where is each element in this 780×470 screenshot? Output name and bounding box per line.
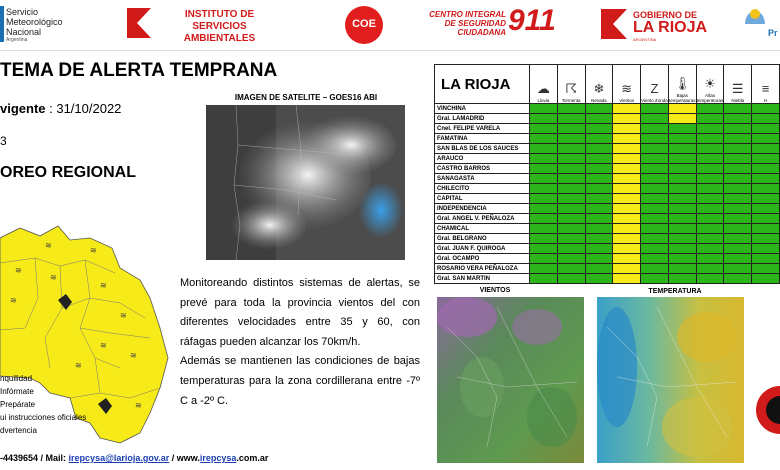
alert-cell-green xyxy=(530,104,558,114)
legend-item: nquilidad xyxy=(0,374,33,383)
col-zonda xyxy=(641,65,669,104)
footer-mail-link[interactable]: irepcysa@larioja.gov.ar xyxy=(68,453,170,463)
alert-cell-green xyxy=(585,224,613,234)
alert-cell-green xyxy=(641,134,669,144)
alert-table-body xyxy=(435,104,780,284)
alert-cell-yellow xyxy=(613,164,641,174)
vigente-date: : 31/10/2022 xyxy=(45,101,122,116)
table-row xyxy=(435,114,780,124)
gobierno-small: GOBIERNO DE xyxy=(633,10,698,20)
zonda-icon: Z xyxy=(650,81,659,96)
alert-cell-yellow xyxy=(613,204,641,214)
alert-cell-yellow xyxy=(613,214,641,224)
legend-item: dvertencia xyxy=(0,426,37,435)
alert-cell-green xyxy=(641,214,669,224)
col-niebla xyxy=(724,65,752,104)
gobierno-tiny: ARGENTINA xyxy=(633,37,657,42)
alert-cell-green xyxy=(641,204,669,214)
alert-cell-green xyxy=(668,184,696,194)
alert-cell-green xyxy=(585,184,613,194)
alert-cell-green xyxy=(641,264,669,274)
alert-cell-green xyxy=(530,254,558,264)
table-row xyxy=(435,154,780,164)
alert-cell-green xyxy=(668,204,696,214)
alert-cell-green xyxy=(696,204,724,214)
alert-cell-green xyxy=(696,184,724,194)
col-tormenta xyxy=(557,65,585,104)
col-label: Tormenta xyxy=(561,98,581,103)
alert-cell-green xyxy=(696,104,724,114)
alert-cell-green xyxy=(530,144,558,154)
alert-cell-green xyxy=(585,274,613,284)
alert-cell-yellow xyxy=(613,174,641,184)
alert-cell-green xyxy=(585,164,613,174)
alert-cell-green xyxy=(724,204,752,214)
thermometer-high-icon: ☀ xyxy=(704,76,716,91)
alert-cell-green xyxy=(696,124,724,134)
page-title: TEMA DE ALERTA TEMPRANA xyxy=(0,60,278,81)
alert-cell-green xyxy=(668,234,696,244)
alert-cell-green xyxy=(752,194,780,204)
table-row xyxy=(435,274,780,284)
table-row xyxy=(435,164,780,174)
alert-cell-green xyxy=(668,254,696,264)
alert-cell-green xyxy=(696,254,724,264)
alert-cell-green xyxy=(557,184,585,194)
alert-cell-green xyxy=(585,144,613,154)
alert-cell-green xyxy=(557,154,585,164)
alert-cell-green xyxy=(530,134,558,144)
storm-cloud-icon: ☈ xyxy=(565,81,577,96)
alert-cell-green xyxy=(557,234,585,244)
vigente-label: vigente xyxy=(0,101,46,116)
alert-cell-green xyxy=(641,114,669,124)
cisc-911-number: 911 xyxy=(508,4,556,37)
alert-cell-yellow xyxy=(613,134,641,144)
cisc-line: DE SEGURIDAD xyxy=(444,19,506,28)
alert-cell-green xyxy=(696,264,724,274)
alert-cell-green xyxy=(696,174,724,184)
alert-cell-green xyxy=(724,254,752,264)
col-vientos xyxy=(613,65,641,104)
alert-cell-green xyxy=(557,274,585,284)
alert-cell-green xyxy=(752,244,780,254)
alert-cell-green xyxy=(752,204,780,214)
col-label: Bajas temperaturas xyxy=(668,93,696,103)
alert-cell-green xyxy=(557,214,585,224)
alert-cell-green xyxy=(696,134,724,144)
table-row xyxy=(435,174,780,184)
alert-cell-green xyxy=(557,124,585,134)
table-row xyxy=(435,244,780,254)
alert-cell-green xyxy=(557,144,585,154)
thermometer-low-icon: 🌡 xyxy=(673,76,691,91)
row-locality-name: ROSARIO VERA PEÑALOZA xyxy=(435,264,530,274)
alert-cell-green xyxy=(585,174,613,184)
alert-cell-green xyxy=(696,274,724,284)
smn-line: Nacional xyxy=(6,27,42,37)
alert-cell-green xyxy=(530,214,558,224)
col-label: Niebla xyxy=(731,98,745,103)
rain-cloud-icon: ☁ xyxy=(536,81,550,96)
ias-wordmark xyxy=(162,9,277,45)
alert-cell-yellow xyxy=(668,104,696,114)
alert-table xyxy=(434,64,780,284)
alert-cell-green xyxy=(668,154,696,164)
table-row xyxy=(435,234,780,244)
alert-cell-green xyxy=(585,214,613,224)
gobierno-flag-icon xyxy=(601,9,627,39)
row-locality-name: Gral. ANGEL V. PEÑALOZA xyxy=(435,214,530,224)
legend-item: Infórmate xyxy=(0,387,34,396)
col-label: Viento Zonda xyxy=(641,98,668,103)
alert-cell-green xyxy=(724,114,752,124)
alert-cell-green xyxy=(585,254,613,264)
alert-cell-green xyxy=(641,144,669,154)
row-locality-name: Cnel. FELIPE VARELA xyxy=(435,124,530,134)
temperatura-map-title: TEMPERATURA xyxy=(648,288,702,295)
alert-cell-green xyxy=(696,114,724,124)
col-label: Altas temperaturas xyxy=(696,93,724,103)
alert-cell-green xyxy=(641,244,669,254)
alert-cell-yellow xyxy=(613,184,641,194)
cisc-wordmark xyxy=(420,10,506,37)
forecast-paragraph: Además se mantienen las condiciones de bajas temperaturas para la zona cordillerana entre -7º C a -2º C. xyxy=(180,355,420,407)
footer-sep: / www. xyxy=(169,453,200,463)
alert-cell-green xyxy=(696,154,724,164)
argentina-label: Pr xyxy=(768,28,778,38)
smn-line: Meteorológico xyxy=(6,17,63,27)
alert-cell-yellow xyxy=(613,114,641,124)
alert-cell-green xyxy=(668,224,696,234)
alert-cell-green xyxy=(557,204,585,214)
alert-cell-green xyxy=(557,164,585,174)
alert-cell-green xyxy=(696,234,724,244)
footer-web-link[interactable]: irepcysa xyxy=(199,453,237,463)
col-label: Lluvia xyxy=(537,98,550,103)
alert-cell-green xyxy=(641,124,669,134)
alert-cell-yellow xyxy=(613,234,641,244)
table-row xyxy=(435,214,780,224)
alert-cell-green xyxy=(724,184,752,194)
bulletin-number: 3 xyxy=(0,134,7,148)
wind-symbol: ≋ xyxy=(90,246,97,255)
wind-symbol: ≋ xyxy=(75,361,82,370)
alert-cell-green xyxy=(724,154,752,164)
alert-cell-green xyxy=(752,224,780,234)
alert-cell-green xyxy=(668,274,696,284)
alert-cell-green xyxy=(752,164,780,174)
alert-cell-green xyxy=(585,194,613,204)
cisc-line: CIUDADANA xyxy=(457,28,506,37)
alert-cell-yellow xyxy=(613,244,641,254)
alert-cell-green xyxy=(641,274,669,284)
alert-cell-green xyxy=(530,124,558,134)
table-row xyxy=(435,104,780,114)
alert-cell-green xyxy=(641,224,669,234)
alert-cell-green xyxy=(668,124,696,134)
wind-symbol: ≋ xyxy=(100,341,107,350)
wind-symbol: ≋ xyxy=(130,351,137,360)
alert-cell-green xyxy=(557,224,585,234)
alert-cell-green xyxy=(752,214,780,224)
row-locality-name: CAPITAL xyxy=(435,194,530,204)
alert-cell-green xyxy=(641,254,669,264)
table-row xyxy=(435,254,780,264)
alert-cell-green xyxy=(752,254,780,264)
alert-cell-yellow xyxy=(613,104,641,114)
alert-cell-green xyxy=(530,204,558,214)
wind-symbol: ≋ xyxy=(100,281,107,290)
alert-cell-green xyxy=(724,234,752,244)
col-label: Nevada xyxy=(591,98,607,103)
alert-cell-green xyxy=(641,154,669,164)
alert-cell-green xyxy=(585,114,613,124)
alert-cell-yellow xyxy=(613,144,641,154)
fog-icon: ☰ xyxy=(731,81,744,96)
alert-cell-green xyxy=(724,244,752,254)
row-locality-name: INDEPENDENCIA xyxy=(435,204,530,214)
alert-cell-green xyxy=(752,274,780,284)
alert-cell-green xyxy=(724,174,752,184)
alert-cell-yellow xyxy=(613,224,641,234)
wind-symbol: ≋ xyxy=(45,241,52,250)
alert-cell-green xyxy=(752,154,780,164)
alert-cell-green xyxy=(752,104,780,114)
alert-cell-green xyxy=(752,264,780,274)
coe-logo: COE xyxy=(345,6,383,44)
col-bajas-temp xyxy=(668,65,696,104)
satellite-title: IMAGEN DE SATELITE – GOES16 ABI xyxy=(234,93,378,102)
alert-cell-green xyxy=(557,174,585,184)
smn-logo xyxy=(0,6,4,42)
haze-icon: ≡ xyxy=(761,81,770,96)
row-locality-name: Gral. LAMADRID xyxy=(435,114,530,124)
alert-cell-green xyxy=(724,214,752,224)
table-row xyxy=(435,264,780,274)
row-locality-name: Gral. OCAMPO xyxy=(435,254,530,264)
footer-contact xyxy=(0,453,268,463)
alert-cell-green xyxy=(696,224,724,234)
alert-cell-green xyxy=(724,264,752,274)
alert-cell-green xyxy=(668,194,696,204)
alert-badge-icon xyxy=(755,375,780,445)
alert-cell-green xyxy=(641,164,669,174)
alert-cell-green xyxy=(696,244,724,254)
alert-cell-green xyxy=(752,114,780,124)
alert-cell-yellow xyxy=(613,264,641,274)
alert-cell-green xyxy=(668,174,696,184)
table-row xyxy=(435,194,780,204)
temperatura-map xyxy=(597,297,744,463)
alert-cell-green xyxy=(724,194,752,204)
alert-cell-green xyxy=(724,124,752,134)
col-altas-temp xyxy=(696,65,724,104)
alert-cell-green xyxy=(724,164,752,174)
alert-cell-green xyxy=(696,214,724,224)
alert-cell-green xyxy=(641,184,669,194)
alert-cell-green xyxy=(696,164,724,174)
legend-item: Prepárate xyxy=(0,400,36,409)
alert-cell-green xyxy=(530,184,558,194)
vientos-map-title: VIENTOS xyxy=(479,287,511,294)
alert-cell-green xyxy=(641,174,669,184)
alert-cell-green xyxy=(530,274,558,284)
ias-line: INSTITUTO DE SERVICIOS xyxy=(184,9,255,32)
alert-cell-green xyxy=(585,134,613,144)
alert-cell-green xyxy=(557,114,585,124)
alert-cell-yellow xyxy=(668,114,696,124)
wind-symbol: ≋ xyxy=(50,273,57,282)
alert-cell-green xyxy=(557,134,585,144)
smn-line: Argentina xyxy=(6,37,28,43)
table-row xyxy=(435,134,780,144)
alert-cell-green xyxy=(530,244,558,254)
table-row xyxy=(435,224,780,234)
forecast-text xyxy=(180,274,420,411)
row-locality-name: FAMATINA xyxy=(435,134,530,144)
alert-cell-green xyxy=(724,134,752,144)
alert-cell-green xyxy=(696,144,724,154)
col-h xyxy=(752,65,780,104)
alert-table-header xyxy=(435,65,780,104)
alert-cell-green xyxy=(641,104,669,114)
alert-cell-green xyxy=(557,104,585,114)
alert-cell-green xyxy=(585,124,613,134)
alert-legend xyxy=(0,372,120,437)
alert-cell-green xyxy=(585,104,613,114)
gobierno-big: LA RIOJA xyxy=(633,19,708,36)
col-lluvia xyxy=(530,65,558,104)
table-row xyxy=(435,184,780,194)
alert-cell-green xyxy=(696,194,724,204)
table-row xyxy=(435,144,780,154)
row-locality-name: CHILECITO xyxy=(435,184,530,194)
alert-cell-green xyxy=(557,264,585,274)
alert-cell-green xyxy=(724,144,752,154)
alert-cell-green xyxy=(585,244,613,254)
wind-symbol: ≋ xyxy=(135,401,142,410)
row-locality-name: CHAMICAL xyxy=(435,224,530,234)
snowflake-icon: ❄ xyxy=(593,81,605,96)
alert-cell-green xyxy=(752,124,780,134)
alert-cell-green xyxy=(752,234,780,244)
alert-cell-green xyxy=(530,224,558,234)
table-row xyxy=(435,124,780,134)
alert-cell-green xyxy=(530,234,558,244)
argentina-emblem-icon xyxy=(742,8,768,38)
vigente-line xyxy=(0,101,121,116)
alert-cell-green xyxy=(557,244,585,254)
footer-web-suffix: .com.ar xyxy=(236,453,269,463)
row-locality-name: CASTRO BARROS xyxy=(435,164,530,174)
alert-cell-yellow xyxy=(613,154,641,164)
alert-cell-yellow xyxy=(613,274,641,284)
row-locality-name: Gral. JUAN F. QUIROGA xyxy=(435,244,530,254)
alert-cell-green xyxy=(752,174,780,184)
alert-cell-yellow xyxy=(613,194,641,204)
row-locality-name: Gral. SAN MARTIN xyxy=(435,274,530,284)
legend-item: ui instrucciones oficiales xyxy=(0,413,87,422)
col-label: H xyxy=(763,98,768,103)
alert-cell-green xyxy=(585,264,613,274)
alert-cell-green xyxy=(752,184,780,194)
row-locality-name: SAN BLAS DE LOS SAUCES xyxy=(435,144,530,154)
row-locality-name: ARAUCO xyxy=(435,154,530,164)
alert-cell-green xyxy=(530,154,558,164)
alert-cell-green xyxy=(668,164,696,174)
table-region-label: LA RIOJA xyxy=(435,65,530,104)
alert-cell-green xyxy=(557,254,585,264)
alert-cell-green xyxy=(530,174,558,184)
alert-cell-green xyxy=(530,264,558,274)
alert-cell-green xyxy=(530,194,558,204)
wind-symbol: ≋ xyxy=(15,266,22,275)
ias-flag-icon xyxy=(127,8,151,38)
alert-cell-green xyxy=(668,244,696,254)
alert-cell-green xyxy=(557,194,585,204)
alert-cell-green xyxy=(668,214,696,224)
alert-cell-green xyxy=(641,194,669,204)
alert-cell-yellow xyxy=(613,124,641,134)
col-label: Vientos xyxy=(619,98,635,103)
wind-symbol: ≋ xyxy=(10,296,17,305)
alert-cell-green xyxy=(752,144,780,154)
alert-cell-green xyxy=(641,234,669,244)
alert-cell-green xyxy=(530,164,558,174)
alert-cell-green xyxy=(585,234,613,244)
alert-cell-yellow xyxy=(613,254,641,264)
cisc-line: CENTRO INTEGRAL xyxy=(429,10,506,19)
wind-icon: ≋ xyxy=(621,81,633,96)
ias-line: AMBIENTALES xyxy=(183,33,256,44)
row-locality-name: Gral. BELGRANO xyxy=(435,234,530,244)
footer-phone: -4439654 / Mail: xyxy=(0,453,69,463)
alert-cell-green xyxy=(752,134,780,144)
forecast-paragraph: Monitoreando distintos sistemas de alertas, se prevé para toda la provincia vientos del con diferentes velocidades entre 35 y 60, con ráfagas pueden alcanzar los 70km/h. xyxy=(180,277,420,348)
alert-cell-green xyxy=(585,204,613,214)
smn-wordmark xyxy=(6,7,63,43)
wind-symbol: ≋ xyxy=(120,311,127,320)
vientos-map xyxy=(437,297,584,463)
smn-line: Servicio xyxy=(6,7,39,17)
header-bar xyxy=(0,0,780,51)
alert-cell-green xyxy=(668,144,696,154)
alert-cell-green xyxy=(530,114,558,124)
row-locality-name: SANAGASTA xyxy=(435,174,530,184)
alert-cell-green xyxy=(724,104,752,114)
alert-cell-green xyxy=(724,274,752,284)
alert-cell-green xyxy=(724,224,752,234)
table-row xyxy=(435,204,780,214)
row-locality-name: VINCHINA xyxy=(435,104,530,114)
alert-cell-green xyxy=(585,154,613,164)
alert-cell-green xyxy=(668,264,696,274)
alert-cell-green xyxy=(668,134,696,144)
col-nevada xyxy=(585,65,613,104)
satellite-image xyxy=(206,105,405,260)
regional-heading: OREO REGIONAL xyxy=(0,164,137,181)
